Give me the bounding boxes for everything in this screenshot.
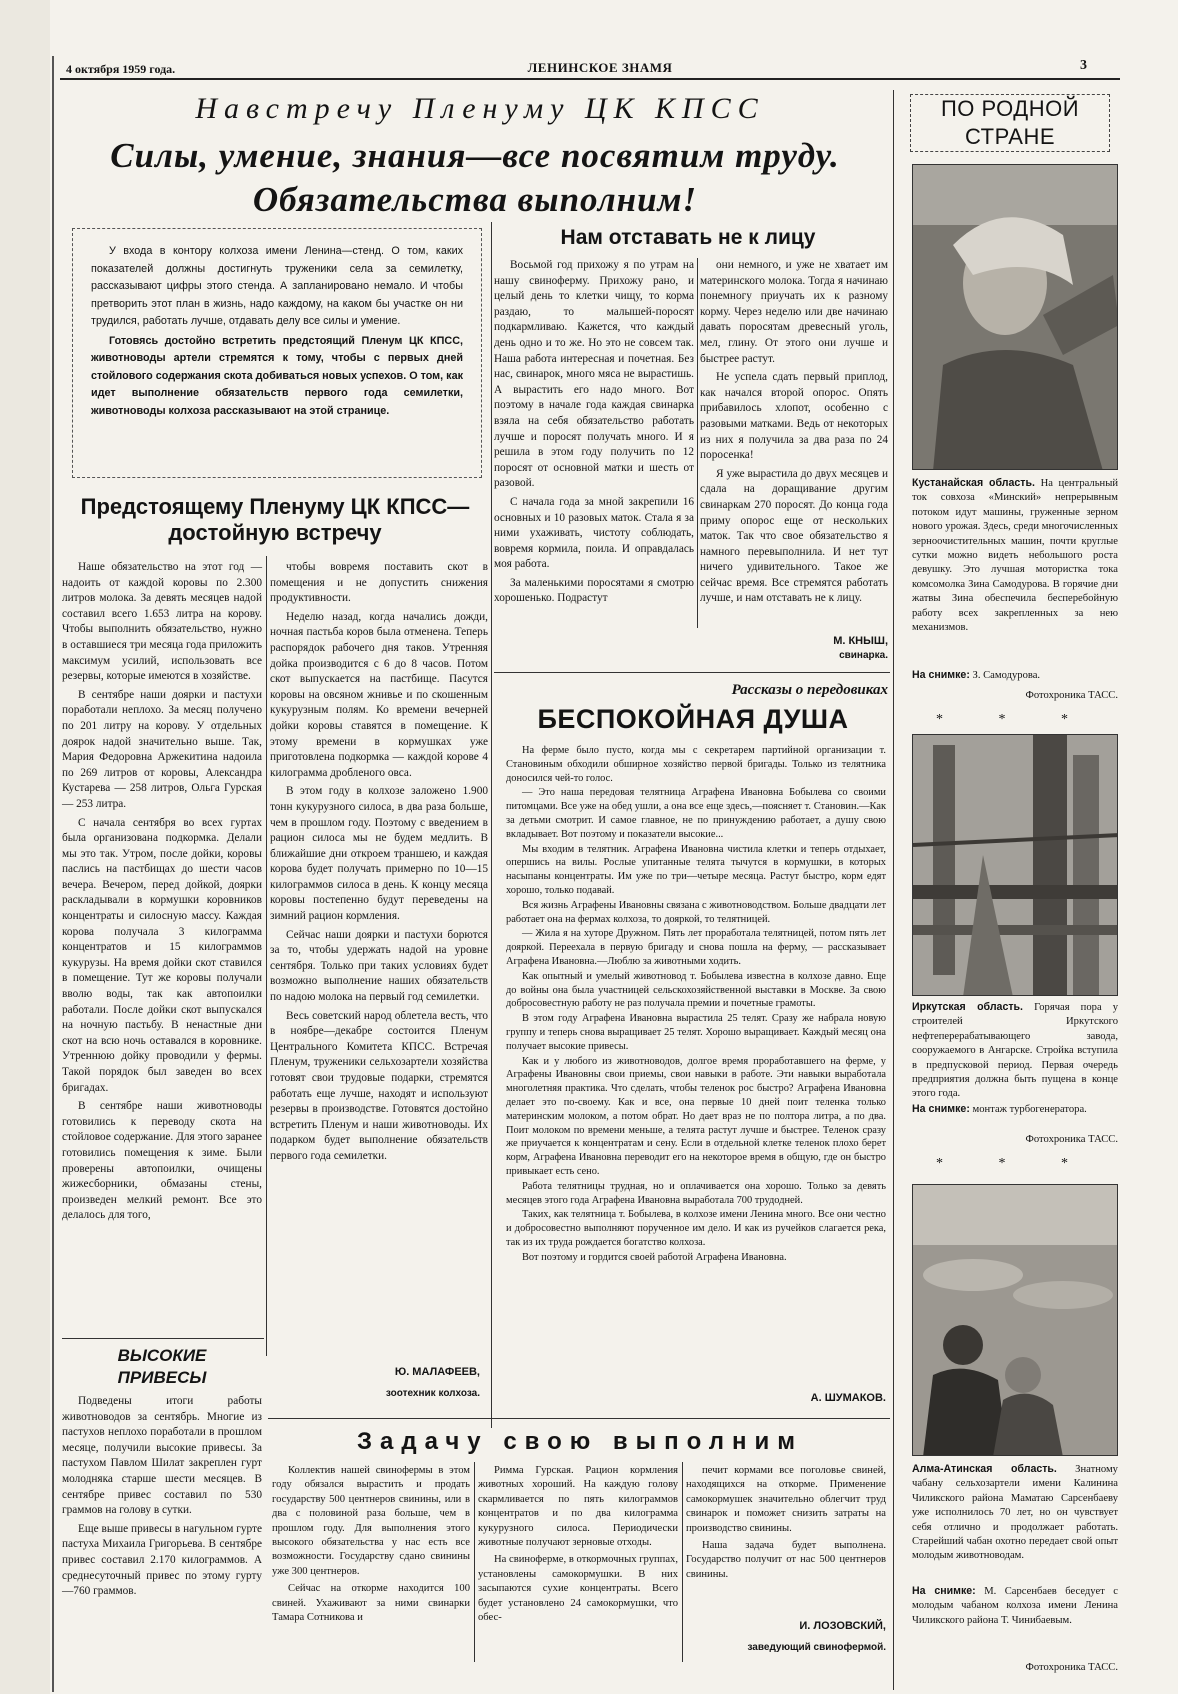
article-column [494, 258, 694, 610]
author-signature: М. КНЫШ, [833, 635, 888, 647]
article-column [686, 1464, 886, 1585]
photo-note-text: монтаж турбогенератора. [972, 1104, 1087, 1115]
caption-region: Алма-Атинская область. [912, 1463, 1057, 1475]
section-stars: * * * [936, 1156, 1094, 1171]
portrait-illustration [913, 165, 1118, 470]
column-rule [682, 1462, 683, 1662]
section-kicker: Рассказы о передовиках [731, 682, 888, 698]
paragraph: Неделю назад, когда начались дожди, ночная пастьба коров была отменена. Теперь распорядок рабочего дня таков. Утренняя дойка производится с 6 до 8 часов. Потом скот выпускается на пастбище. Пасутся коровы на овсяном жнивье и по скошенным кукурузным полям. Ко времени вечерней дойки коровы ставятся в помещение. К этому времени в кормушках уже приготовлена подкормка — каждой корове 4 килограмма дробленого овса. [270, 610, 488, 779]
paragraph: Мы входим в телятник. Аграфена Ивановна чистила клетки и теперь отдыхает, опершись на вилы. Рослые упитанные телята тычутся в кормушки, в которых насыпаны концентраты. Им уже по три—четыре месяца. Растут быстро, корм едят хорошо, только подавай. [506, 843, 886, 896]
photo-refinery [912, 734, 1118, 996]
newspaper-name: ЛЕНИНСКОЕ ЗНАМЯ [527, 60, 673, 75]
paragraph: Наша задача будет выполнена. Государство получит от нас 500 центнеров свинины. [686, 1540, 886, 1580]
paragraph: В этом году Аграфена Ивановна вырастила 25 телят. Сразу же набрала новую группу и теперь снова выращивает 25 телят. Хорошо выращивает. Каждый месяц она получает высокие привесы. [506, 1013, 886, 1052]
photo-credit: Фотохроника ТАСС. [1025, 1134, 1118, 1145]
section-stars: * * * [936, 712, 1094, 727]
author-signature: А. ШУМАКОВ. [810, 1392, 886, 1404]
paragraph: — Это наша передовая телятница Аграфена Ивановна Бобылева со своими питомцами. Все уже на обед ушли, а она все еще здесь,—поясняет т. Становин.—Как за детьми смотрит. И самое главное, не по принуждению работает, а душу свою вкладывает. Вот поэтому и показатели высокие... [506, 787, 886, 840]
column-rule [697, 258, 698, 628]
photo-note [912, 1102, 1118, 1117]
article-title: БЕСПОКОЙНАЯ ДУША [537, 704, 849, 734]
paragraph: С начала года за мной закрепили 16 основных и 10 разовых маток. Стала я за ними ухаживать, чистоту соблюдать, вовремя кормила, поила. И оправдалась моя работа. [494, 495, 694, 571]
sidebar-title-line2: СТРАНЕ [964, 124, 1056, 149]
article-title-line2: ПРИВЕСЫ [117, 1368, 207, 1387]
photo-shepherds [912, 1184, 1118, 1456]
column-rule [491, 222, 492, 1428]
scan-margin [0, 0, 50, 1694]
main-headline-line1: Силы, умение, знания—все посвятим труду. [110, 136, 840, 175]
photo-note [912, 1584, 1118, 1628]
caption-text: На центральный ток совхоза «Минский» непрерывным потоком идут машины, груженные зерном нового урожая. Здесь, среди многочисленных зерноочистительных машин, почти круглые сутки можно видеть небольшого роста девушку. Это лучшая мотористка тока комсомолка Зина Самодурова. В горячие дни жатвы Зина обеспечила бесперебойную работу всех закрепленных за нею механизмов. [912, 478, 1118, 634]
caption-region: Кустанайская область. [912, 477, 1035, 489]
paragraph: В сентябре наши животноводы готовились к переводу скота на стойловое содержание. Для этого заранее готовились помещения к зиме. Были проверены автопоилки, очищены жижесборники, обмазаны стены, произведен мелкий ремонт. Все это делалось для того, [62, 1100, 262, 1222]
paragraph: Я уже вырастила до двух месяцев и сдала на доращивание другим свинаркам 270 поросят. До конца года приму опорос еще от нескольких маток. Так что свое обязательство я намного перевыполнила. И нет тут ничего удивительного. Такое же сейчас время. Все стремятся работать лучше, и нам отставать не к лицу. [700, 467, 888, 605]
section-rule [494, 672, 890, 673]
intro-paragraph: Готовясь достойно встретить предстоящий Пленум ЦК КПСС, животноводы артели стремятся к тому, чтобы с первых дней стойлового содержания скота добиваться новых успехов. О том, как идет выполнение обязательств первого года семилетки, животноводы колхоза рассказывают на этой странице. [91, 334, 463, 417]
intro-box [72, 228, 482, 478]
main-headline-line2: Обязательства выполним! [252, 180, 698, 219]
article-title-line2: достойную встречу [168, 520, 382, 545]
paragraph: В этом году в колхозе заложено 1.900 тонн кукурузного силоса, в два раза больше, чем в прошлом году. Поэтому с введением в рацион силоса мы не будем медлить. В ближайшие дни откроем траншею, и каждая корова будет получать примерно по 10—15 килограммов силоса в день. К концу месяца коровы постепенно будут переведены на зимний рацион кормления. [270, 785, 488, 923]
article-column [478, 1464, 678, 1628]
article-column [506, 744, 886, 1265]
photo-credit: Фотохроника ТАСС. [1025, 1662, 1118, 1673]
paragraph: Весь советский народ облетела весть, что в ноябре—декабре состоится Пленум Центрального Комитета КПСС. Встречая Пленум, труженики сельхозартели хозяйства готовят свои трудовые подарки, стремятся работать еще лучше, находят и используют резервы в производстве. Готовятся достойно встретить Пленум и наши животноводы. Их подарком будет выполнение обязательств первого года семилетки. [270, 1009, 488, 1162]
paragraph: чтобы вовремя поставить скот в помещения и не допустить снижения продуктивности. [270, 561, 488, 605]
paragraph: Подведены итоги работы животноводов за сентябрь. Многие из пастухов неплохо поработали в прошлом месяце, получили высокие привесы. За пастухом Павлом Шилат закреплен гурт молодняка старше шести месяцев. В сентябре привес составил по 530 граммов на голову в сутки. [62, 1395, 262, 1517]
paragraph: Не успела сдать первый приплод, как начался второй опорос. Опять прибавилось хлопот, особенно с разовыми матками. Ведь от некоторых из них я получила за два раза по 24 поросенка! [700, 371, 888, 462]
paragraph: Римма Гурская. Рацион кормления животных хороший. На каждую голову скармливается по пять килограммов концентратов и по два килограмма кукурузного силоса. Периодически животные получают зерновые отходы. [478, 1465, 678, 1549]
paragraph: С начала сентября во всех гуртах была организована подкормка. Делали мы это так. Утром, после дойки, коровы паслись на пастбищах до шести часов вечера. Вечером, перед дойкой, доярки раскладывали в кормушки коровников концентраты и силосную массу. Каждая корова получала 3 килограмма концентратов и 15 килограммов кукурузы. На время дойки скот ставился в помещение. Тут же коровы получали вволю воды, так как автопоилки работали. После дойки скот выпускался на ночную пастьбу. В ненастные дни скот на всю ночь оставался в коровнике. Утреннюю дойку проводили у фермы. Такой порядок был заведен во всех бригадах. [62, 816, 262, 1094]
refinery-illustration [913, 735, 1118, 996]
section-kicker: Навстречу Пленуму ЦК КПСС [195, 92, 765, 125]
caption-irkutsk [912, 1000, 1118, 1102]
article-title-line1: Предстоящему Пленуму ЦК КПСС— [80, 494, 470, 519]
paragraph: Как и у любого из животноводов, долгое время проработавшего на ферме, у Аграфены Ивановны свои приемы, свои навыки в работе. Эти навыки выработала многолетняя практика. Что сделать, чтобы теленок рос быстро? Аграфена Ивановна делает это по-своему. Как и все, она первые 10 дней поит теленка только материнским молоком, а потом обрат. Но дает враз не по полтора литра, а по два. Поит молоком по времени меньше, а телята растут лучше и быстрее. Теленок сразу же приучается к концентратам и сену. Если в отдельной клетке теленок плохо берет корм, Аграфена Ивановна переводит его на некоторое время в общую, где он быстро привыкает есть сено. [506, 1055, 886, 1177]
caption-text: Знатному чабану сельхозартели имени Калинина Чиликского района Маматаю Сарсенбаеву уже исполнилось 70 лет, но он чувствует себя отлично и продолжает работать. Старейший чабан охотно передает свой опыт молодым животноводам. [912, 1464, 1118, 1562]
intro-paragraph: У входа в контору колхоза имени Ленина—стенд. О том, каких показателей должны достигнуть труженики села за семилетку, рассказывают цифры этого стенда. А запланировано немало. И чтобы претворить этот план в жизнь, надо каждому, на каком бы участке он ни трудился, работать лучше, отдавать делу все силы и умение. [91, 245, 463, 327]
section-rule [62, 1338, 264, 1339]
paragraph: Коллектив нашей свинофермы в этом году обязался вырастить и продать государству 500 центнеров свинины, или в два с половиной раза больше, чем в прошлом году. Для выполнения этого высокого обязательства у нас есть все возможности. Государству сдано свинины уже 300 центнеров. [272, 1465, 470, 1577]
paragraph: Еще выше привесы в нагульном гурте пастуха Михаила Григорьева. В сентябре привес составил 2.170 килограммов. А среднесуточный привес по этому гурту—760 граммов. [62, 1522, 262, 1598]
photo-note-label: На снимке: [912, 1585, 976, 1597]
page-number: 3 [1080, 58, 1087, 73]
section-rule [268, 1418, 890, 1419]
photo-note-text: З. Самодурова. [972, 670, 1041, 681]
paragraph: печит кормами все поголовье свиней, находящихся на откорме. Применение самокормушек значительно облегчит труд свинарок и поможет снизить затраты на производство свинины. [686, 1465, 886, 1534]
column-rule [474, 1462, 475, 1662]
author-title: свинарка. [839, 650, 888, 661]
article-column [272, 1464, 470, 1628]
article-title: Задачу свою выполним [357, 1428, 803, 1455]
shepherds-illustration [913, 1185, 1118, 1456]
author-title: заведующий свинофермой. [747, 1642, 886, 1653]
paragraph: — Жила я на хуторе Дружном. Пять лет проработала телятницей, потом пять лет дояркой. Переехала в первую бригаду и снова пошла на ферму, — рассказывает Аграфена Ивановна.—Люблю за животными ходить. [506, 928, 886, 967]
paragraph: Сейчас наши доярки и пастухи борются за то, чтобы удержать надой на уровне сентября. Только при таких условиях будет возможно выполнение наших обязательств по надою молока на первый год семилетки. [270, 928, 488, 1004]
photo-note-text: М. Сарсенбаев беседует с молодым чабаном колхоза имени Ленина Чиликского района Т. Чинибаевым. [912, 1586, 1118, 1626]
photo-note-label: На снимке: [912, 1103, 970, 1115]
caption-text: Горячая пора у строителей Иркутского нефтеперерабатывающего завода, сооружаемого в Ангарске. Стройка вступила в предпусковой период. Первая очередь предприятия должна быть пущена в конце этого года. [912, 1002, 1119, 1100]
paragraph: Сейчас на откорме находится 100 свиней. Ухаживают за ними свинарки Тамара Сотникова и [272, 1583, 470, 1624]
caption-alma-ata [912, 1462, 1118, 1564]
article-column [62, 560, 262, 1227]
paragraph: Работа телятницы трудная, но и оплачивается она хорошо. Только за девять месяцев этого года Аграфена Ивановна выработала 700 трудодней. [506, 1180, 886, 1206]
author-signature: И. ЛОЗОВСКИЙ, [799, 1620, 886, 1632]
header-rule [60, 78, 1120, 80]
issue-date: 4 октября 1959 года. [66, 62, 176, 76]
photo-samodurova [912, 164, 1118, 470]
photo-note-label: На снимке: [912, 669, 970, 681]
article-title-line1: ВЫСОКИЕ [117, 1346, 207, 1365]
paragraph: Восьмой год прихожу я по утрам на нашу свиноферму. Прихожу рано, и целый день то клетки чищу, то корма раздаю, то малышей-поросят подкармливаю. Кажется, что каждый день одно и то же. Но это не совсем так. Наша работа интересная и почетная. Без нас, свинарок, много мяса не вырастишь. А вырастить его надо много. Вот поэтому в начале года каждая свинарка взяла на себя обязательство работать лучше и поросят получать много. И я решила в этом году получить по 12 поросят от основной матки и шесть от разовой. [494, 259, 694, 490]
caption-kustanay [912, 476, 1118, 635]
paragraph: На ферме было пусто, когда мы с секретарем партийной организации т. Становиным обходили обширное хозяйство первой бригады. Только из телятника доносился чей-то голос. [506, 745, 886, 784]
page-edge [52, 56, 54, 1692]
paragraph: В сентябре наши доярки и пастухи поработали неплохо. За месяц получено по 201 литру на корову. У отдельных доярок надой значительно выше. Так, Мария Федоровна Аржекитина надоила по 269 литров от коровы, Александра Кустарева — 258 литров, Ольга Гурская — 253 литра. [62, 688, 262, 810]
paragraph: На свиноферме, в откормочных группах, установлены самокормушки. В них засыпаются сухие концентраты. Всего будет установлено 24 самокормушки, что обес- [478, 1554, 678, 1624]
article-title: Нам отставать не к лицу [560, 226, 816, 249]
article-column [700, 258, 888, 610]
sidebar-title-line1: ПО РОДНОЙ [940, 96, 1080, 121]
paragraph: Наше обязательство на этот год — надоить от каждой коровы по 2.300 литров молока. За девять месяцев надой составил всего 1.653 литра на корову. Чтобы выполнить обязательство, нужно в оставшиеся три месяца года приложить максимум усилий, использовать все резервы, которые имеются в хозяйстве. [62, 561, 262, 683]
author-signature: Ю. МАЛАФЕЕВ, [394, 1366, 480, 1378]
photo-note [912, 668, 1118, 683]
paragraph: Вся жизнь Аграфены Ивановны связана с животноводством. Больше двадцати лет работает она на фермах колхоза, то дояркой, то телятницей. [506, 899, 887, 925]
column-rule [266, 556, 267, 1356]
article-column [62, 1394, 262, 1603]
paragraph: они немного, и уже не хватает им материнского молока. Тогда я начинаю понемногу приучать их к разному корму. Через неделю или две начинаю давать поросятам древесный уголь, мел, глину. От этого они лучше и быстрее растут. [700, 259, 888, 365]
paragraph: Таких, как телятница т. Бобылева, в колхозе имени Ленина много. Все они честно и добросовестно выполняют порученное им дело. И как из ручейков слагается река, так из их труда рождается богатство колхоза. [506, 1209, 886, 1248]
paragraph: Вот поэтому и гордится своей работой Аграфена Ивановна. [522, 1251, 787, 1263]
column-rule [893, 90, 894, 1690]
caption-region: Иркутская область. [912, 1001, 1023, 1013]
article-column [270, 560, 488, 1168]
photo-credit: Фотохроника ТАСС. [1025, 690, 1118, 701]
paragraph: Как опытный и умелый животновод т. Бобылева известна в колхозе давно. Еще до войны она была участницей сельскохозяйственной выставки в Москве. За свою добросовестную работу не раз получала премии и почетные грамоты. [506, 970, 886, 1010]
author-title: зоотехник колхоза. [385, 1388, 480, 1399]
paragraph: За маленькими поросятами я смотрю хорошенько. Подрастут [494, 576, 694, 605]
